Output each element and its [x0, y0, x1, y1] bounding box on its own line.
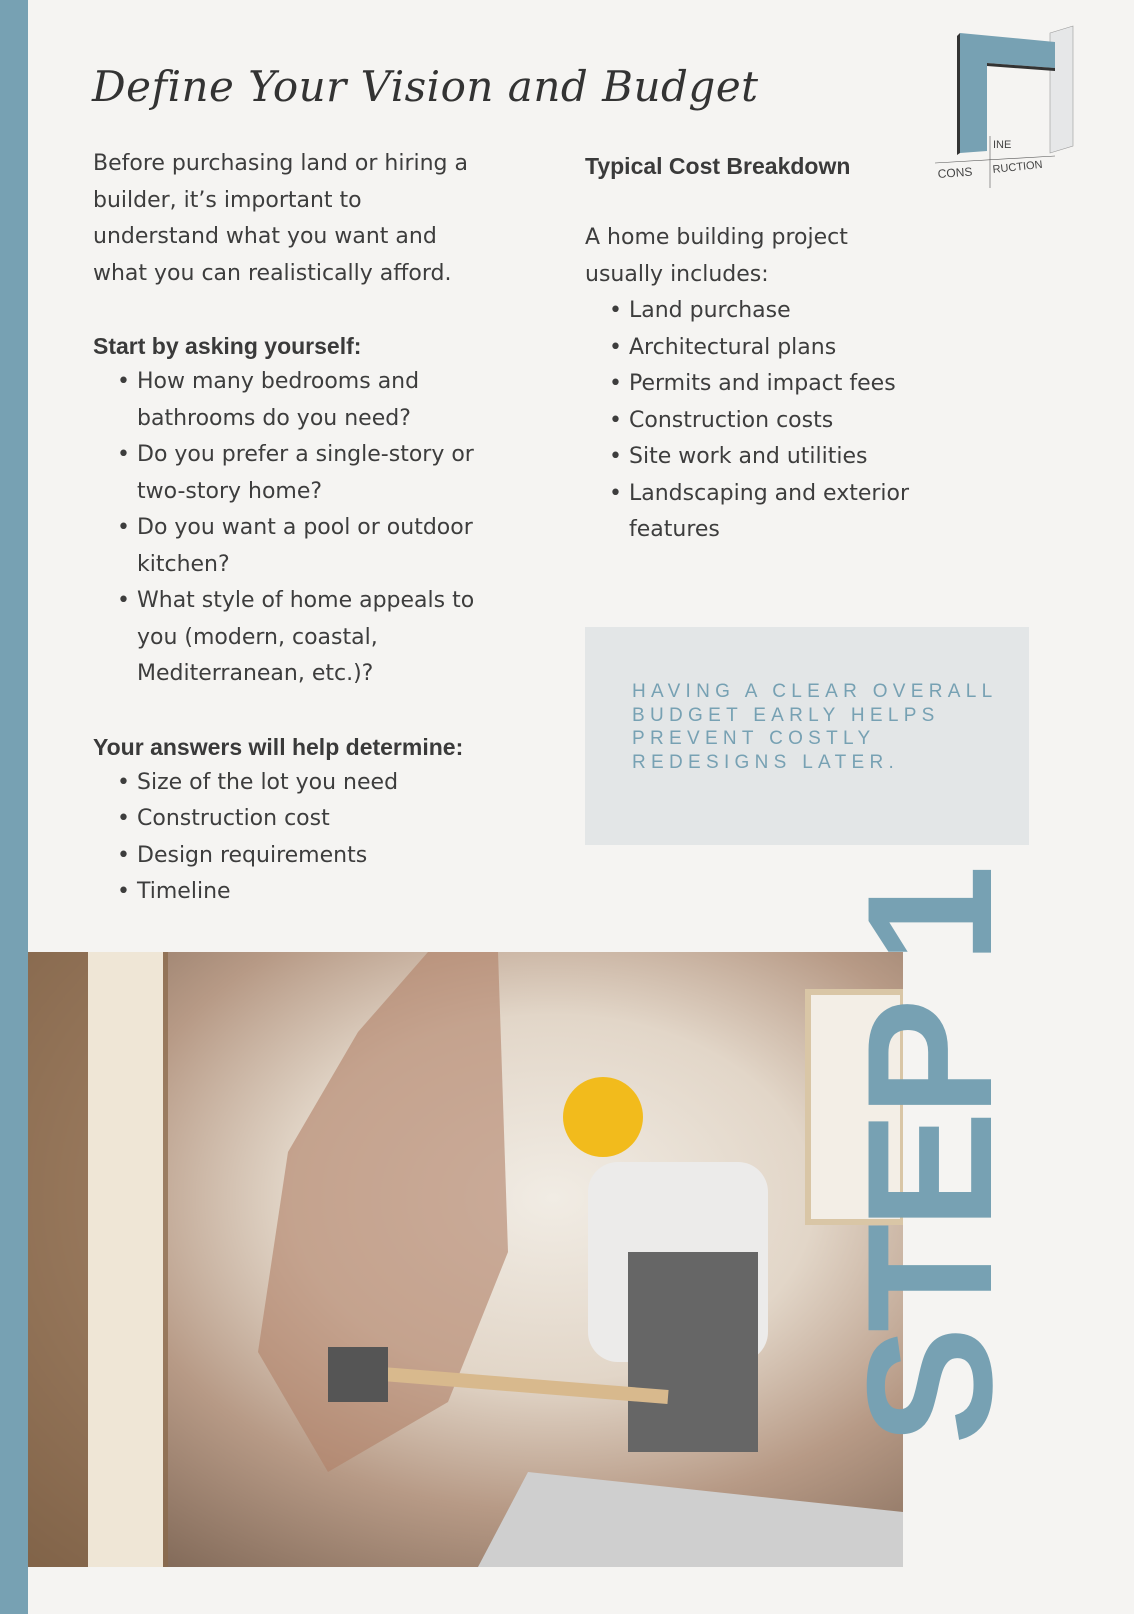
- ask-heading: Start by asking yourself:: [93, 333, 362, 359]
- answers-list: [93, 765, 493, 911]
- list-item: • Size of the lot you need: [117, 765, 493, 802]
- list-item: • Architectural plans: [609, 330, 925, 367]
- list-item: • Do you prefer a single-story or two-story home?: [117, 437, 493, 510]
- svg-text:INE: INE: [993, 139, 1012, 151]
- list-item: • Construction costs: [609, 403, 925, 440]
- list-item: • How many bedrooms and bathrooms do you need?: [117, 364, 493, 437]
- list-item: • Design requirements: [117, 838, 493, 875]
- svg-text:CONS: CONS: [937, 164, 973, 181]
- vision-column: [93, 146, 493, 911]
- list-item: • What style of home appeals to you (modern, coastal, Mediterranean, etc.)?: [117, 583, 493, 693]
- list-item: • Permits and impact fees: [609, 366, 925, 403]
- cost-intro: A home building project usually includes:: [585, 225, 848, 287]
- list-item: • Land purchase: [609, 293, 925, 330]
- company-logo: [935, 18, 1080, 188]
- cost-heading: Typical Cost Breakdown: [585, 153, 851, 179]
- list-item: • Site work and utilities: [609, 439, 925, 476]
- step-label: STEP 1: [830, 870, 1029, 1445]
- accent-sidebar: [0, 0, 28, 1614]
- budget-callout: [585, 627, 1029, 845]
- answers-heading: Your answers will help determine:: [93, 733, 464, 760]
- list-item: • Landscaping and exterior features: [609, 476, 925, 549]
- list-item: • Do you want a pool or outdoor kitchen?: [117, 510, 493, 583]
- page-title: Define Your Vision and Budget: [92, 62, 759, 111]
- demolition-worker-photo: [28, 952, 903, 1567]
- cost-list: [585, 293, 925, 549]
- cost-column: [585, 148, 925, 549]
- list-item: • Timeline: [117, 874, 493, 911]
- intro-text: Before purchasing land or hiring a builder, it’s important to understand what you want and what you can realistically afford.: [93, 151, 468, 286]
- callout-text: HAVING A CLEAR OVERALL BUDGET EARLY HELPS PREVENT COSTLY REDESIGNS LATER.: [632, 681, 997, 773]
- ask-list: [93, 364, 493, 693]
- svg-text:RUCTION: RUCTION: [992, 158, 1044, 176]
- list-item: • Construction cost: [117, 801, 493, 838]
